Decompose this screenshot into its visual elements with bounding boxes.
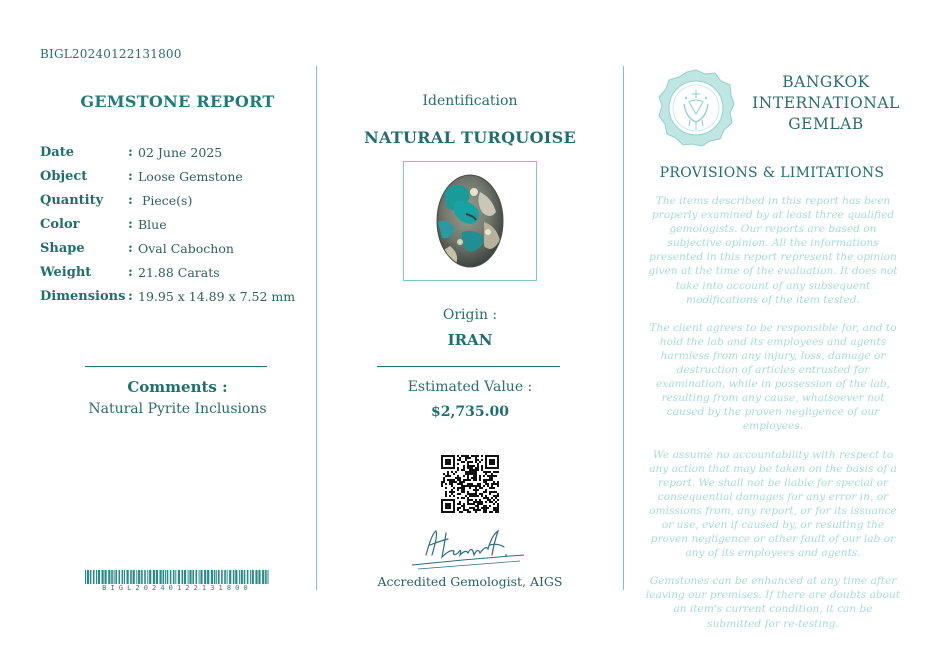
comments-title: Comments : — [127, 378, 228, 396]
estimated-value-amount: $2,735.00 — [431, 404, 509, 420]
details-list — [40, 140, 315, 308]
detail-row-dimensions — [40, 284, 315, 308]
detail-value: 02 June 2025 — [138, 144, 223, 160]
detail-value: Loose Gemstone — [138, 168, 243, 184]
origin-label: Origin : — [442, 307, 498, 323]
lab-name-line: GEMLAB — [788, 115, 864, 133]
lab-name-line: INTERNATIONAL — [752, 94, 900, 112]
provisions-paragraph: Gemstones can be enhanced at any time after leaving our premises. If there are doubts about an item's current condition, it can be submitted for re-testing. — [645, 575, 901, 630]
detail-row-weight — [40, 260, 315, 284]
detail-value: 21.88 Carats — [138, 264, 220, 280]
detail-colon: : — [128, 264, 133, 280]
detail-value: Blue — [138, 216, 167, 232]
detail-value: Oval Cabochon — [138, 240, 234, 256]
report-title: GEMSTONE REPORT — [80, 92, 275, 111]
turquoise-stone-image — [404, 162, 535, 279]
detail-label: Color — [40, 216, 80, 232]
detail-colon: : — [128, 168, 133, 184]
detail-row-quantity — [40, 188, 315, 212]
gemlab-crest-icon — [656, 68, 736, 148]
comments-divider — [85, 366, 267, 367]
provisions-title: PROVISIONS & LIMITATIONS — [659, 165, 885, 181]
report-id: BIGL20240122131800 — [40, 47, 182, 61]
detail-label: Weight — [40, 264, 92, 280]
detail-row-object — [40, 164, 315, 188]
detail-label: Shape — [40, 240, 85, 256]
gemologist-title: Accredited Gemologist, AIGS — [377, 574, 563, 589]
detail-value: Piece(s) — [138, 192, 193, 208]
identification-label: Identification — [422, 93, 518, 109]
barcode-number: BIGL20240122131800 — [102, 584, 252, 592]
signature-mark — [408, 525, 528, 573]
qr-code-icon[interactable] — [441, 455, 499, 513]
estimated-value-label: Estimated Value : — [407, 379, 533, 395]
detail-colon: : — [128, 216, 133, 232]
detail-label: Object — [40, 168, 88, 184]
lab-name-line: BANGKOK — [782, 73, 870, 91]
detail-label: Date — [40, 144, 74, 160]
value-divider — [377, 366, 560, 367]
provisions-paragraph: The client agrees to be responsible for, and to hold the lab and its employees and agents harmless from any injury, loss, damage or destruction of articles entrusted for examination, while in possession of the lab, resulting from any cause, whatsoever not caused by the proven negligence of our employees. — [649, 321, 897, 433]
detail-row-date — [40, 140, 315, 164]
detail-label: Quantity — [40, 192, 104, 208]
gemstone-photo — [403, 161, 537, 281]
detail-colon: : — [128, 192, 133, 208]
column-divider-right — [623, 66, 624, 590]
detail-label: Dimensions — [40, 288, 126, 304]
detail-value: 19.95 x 14.89 x 7.52 mm — [138, 288, 296, 304]
provisions-paragraph: The items described in this report has been properly examined by at least three qualified gemologists. Our reports are based on subjective opinion. All the informations presented in this report represent the opinion given at the time of the evaluation. It does not take into account of any subsequent modifications of the item tested. — [648, 195, 898, 306]
stone-name: NATURAL TURQUOISE — [364, 128, 576, 147]
barcode-icon — [85, 570, 269, 584]
detail-row-shape — [40, 236, 315, 260]
detail-colon: : — [128, 144, 133, 160]
comments-text: Natural Pyrite Inclusions — [88, 401, 267, 417]
provisions-paragraph: We assume no accountability with respect to any action that may be taken on the basis of a report. We shall not be liable for special or consequential damages for any error in, or omissions from, any report, or for its issuance or use, even if caused by, or resulting the proven negligence or other fault of our lab or any of its employees and agents. — [649, 448, 897, 560]
detail-colon: : — [128, 240, 133, 256]
detail-colon: : — [128, 288, 133, 304]
origin-value: IRAN — [447, 331, 493, 349]
provisions-text — [645, 194, 901, 645]
lab-name — [752, 72, 900, 135]
detail-row-color — [40, 212, 315, 236]
